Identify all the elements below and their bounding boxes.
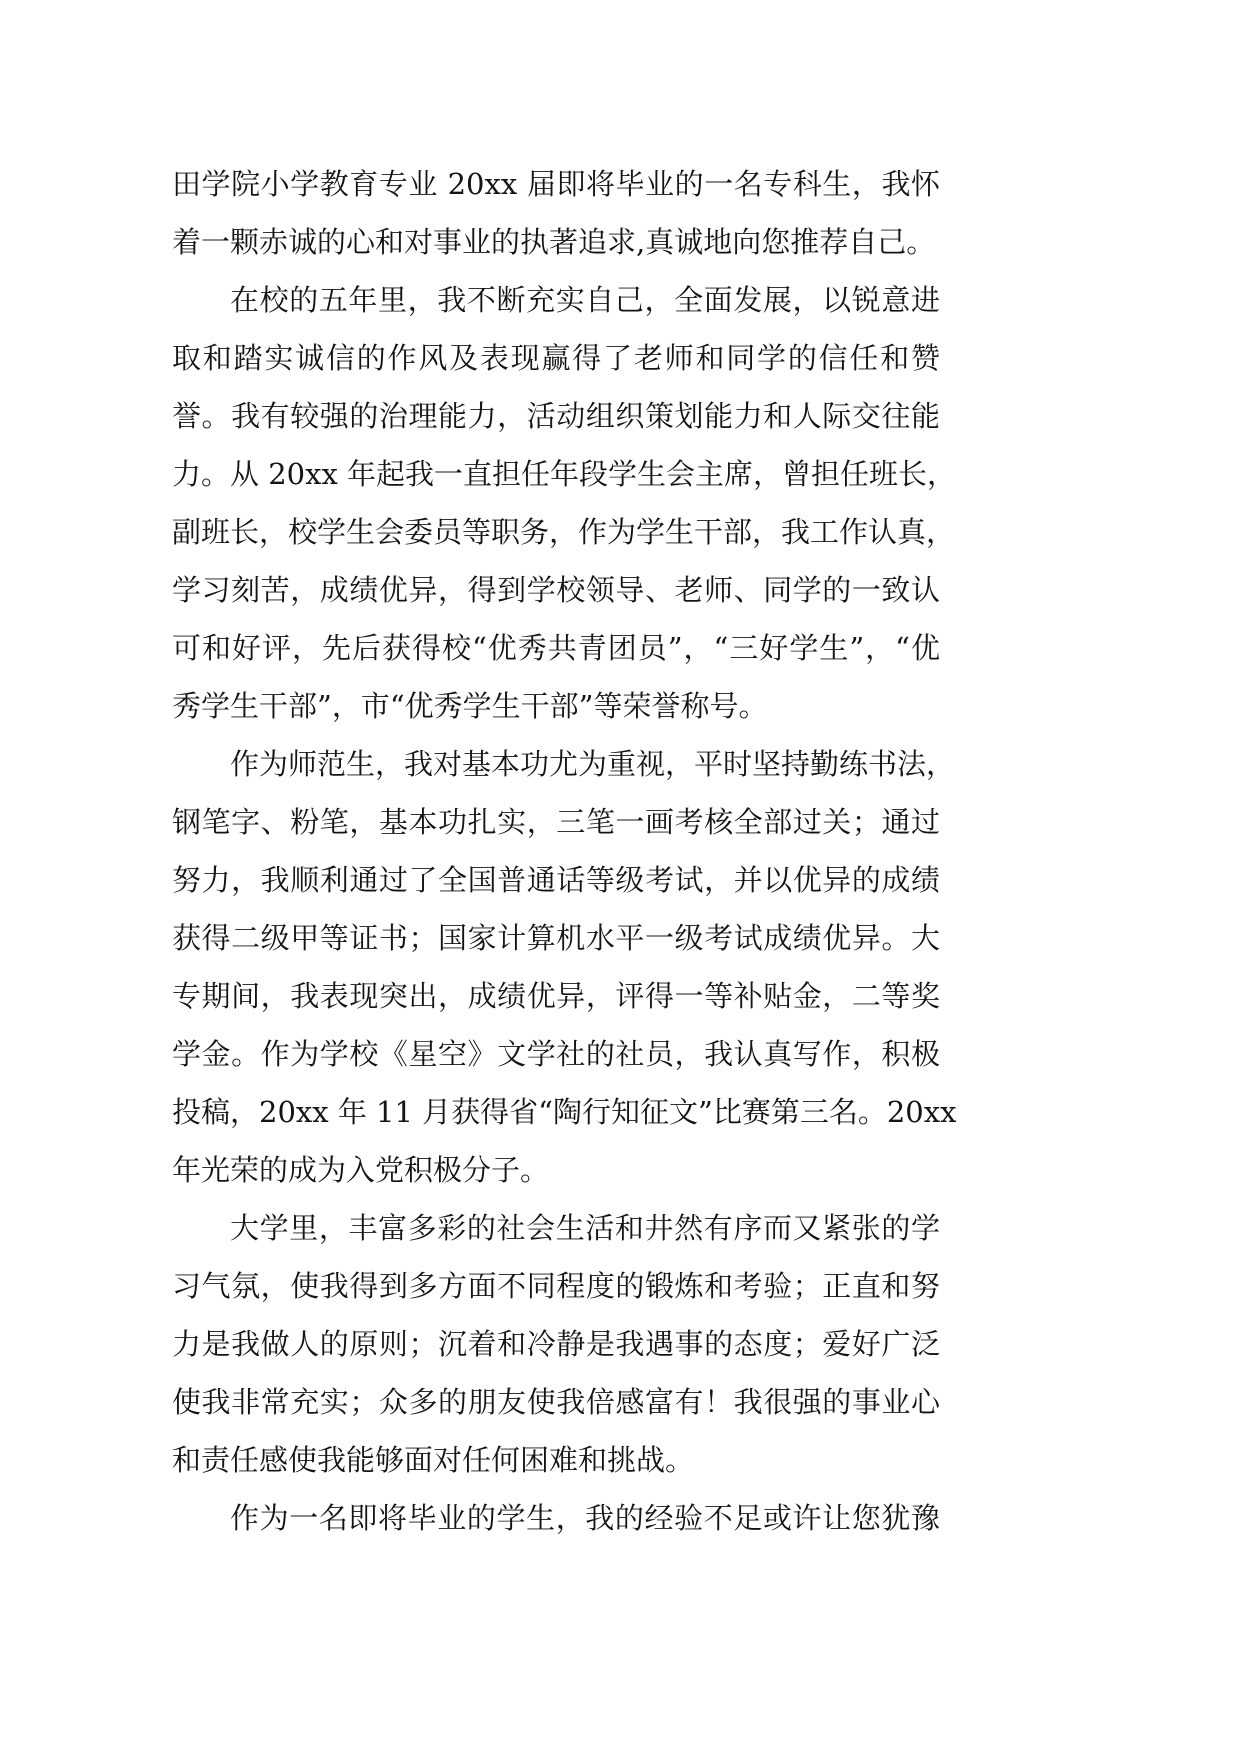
text-line: 可和好评，先后获得校“优秀共青团员”，“三好学生”，“优 <box>172 631 940 665</box>
text-line: 年光荣的成为入党积极分子。 <box>172 1153 550 1187</box>
text-line: 秀学生干部”，市“优秀学生干部”等荣誉称号。 <box>172 689 768 723</box>
text-line: 着一颗赤诚的心和对事业的执著追求,真诚地向您推荐自己。 <box>172 225 936 259</box>
text-line: 取和踏实诚信的作风及表现赢得了老师和同学的信任和赞 <box>172 341 940 375</box>
text-line: 学金。作为学校《星空》文学社的社员，我认真写作，积极 <box>172 1037 940 1071</box>
text-line: 田学院小学教育专业 20xx 届即将毕业的一名专科生，我怀 <box>172 167 940 201</box>
paragraph <box>172 1199 940 1489</box>
text-line: 投稿，20xx 年 11 月获得省“陶行知征文”比赛第三名。20xx <box>172 1095 957 1129</box>
text-line: 力是我做人的原则；沉着和冷静是我遇事的态度；爱好广泛 <box>172 1327 940 1361</box>
text-line: 使我非常充实；众多的朋友使我倍感富有！我很强的事业心 <box>172 1385 940 1419</box>
text-line: 作为师范生，我对基本功尤为重视，平时坚持勤练书法， <box>230 747 956 781</box>
text-line: 在校的五年里，我不断充实自己，全面发展，以锐意进 <box>230 283 940 317</box>
text-line: 誉。我有较强的治理能力，活动组织策划能力和人际交往能 <box>172 399 940 433</box>
paragraph <box>172 1489 940 1547</box>
text-line: 获得二级甲等证书；国家计算机水平一级考试成绩优异。大 <box>172 921 940 955</box>
body-text <box>172 155 957 1547</box>
text-line: 钢笔字、粉笔，基本功扎实，三笔一画考核全部过关；通过 <box>172 805 940 839</box>
text-line: 努力，我顺利通过了全国普通话等级考试，并以优异的成绩 <box>172 863 940 897</box>
text-line: 习气氛，使我得到多方面不同程度的锻炼和考验；正直和努 <box>172 1269 940 1303</box>
paragraph <box>172 155 940 271</box>
text-line: 力。从 20xx 年起我一直担任年段学生会主席，曾担任班长， <box>172 457 957 491</box>
text-line: 专期间，我表现突出，成绩优异，评得一等补贴金，二等奖 <box>172 979 940 1013</box>
paragraph <box>172 735 957 1199</box>
text-line: 作为一名即将毕业的学生，我的经验不足或许让您犹豫 <box>230 1501 940 1535</box>
text-line: 和责任感使我能够面对任何困难和挑战。 <box>172 1443 695 1477</box>
text-line: 副班长，校学生会委员等职务，作为学生干部，我工作认真， <box>172 515 956 549</box>
paragraph <box>172 271 957 735</box>
text-line: 大学里，丰富多彩的社会生活和井然有序而又紧张的学 <box>230 1211 940 1245</box>
text-line: 学习刻苦，成绩优异，得到学校领导、老师、同学的一致认 <box>172 573 940 607</box>
